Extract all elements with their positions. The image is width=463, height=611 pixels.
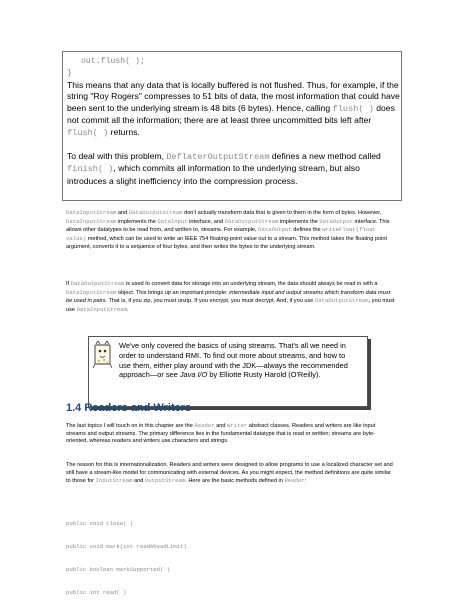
- code-line: public int read( ): [66, 588, 127, 596]
- tip-animal-icon: [92, 341, 114, 369]
- tip-text: We've only covered the basics of using streams. That's all we need in order to understand RMI. To find out more about streams, and how to use them, either play around with the JDK—always the recommended approach—or see Java I/O by Elliotte Rusty Harold (O'Reilly).: [119, 341, 348, 380]
- datastream-paragraph: DataInputStream and DataOutputStream don't actually transform data that is given to them in the form of bytes. However, DataInputStream implements the DataInput interface, and DataOutputStream implements the DataOutput interface. This allows other datatypes to be read from, and written to, streams. For example, DataOutput defines the writeFloat(float value) method, which can be used to write an IEEE 754 floating-point value out to a stream. This method takes the floating point argument, converts it to a sequence of four bytes, and then writes the bytes to the underlying stream.: [66, 209, 390, 250]
- inline-code: flush( ): [332, 103, 374, 114]
- flush-paragraph: This means that any data that is locally buffered is not flushed. Thus, for example, if the string "Roy Rogers" compresses to 51 bits of data, the most information that could have been sent to the underlying stream is 48 bits (6 bytes). Hence, calling flush( ) does not commit all the information; there are at least three uncommitted bits left after flush( ) returns.: [67, 80, 400, 138]
- code-line: public void close( ): [66, 520, 134, 528]
- compression-note-box: [62, 51, 402, 201]
- inline-code: DeflaterOutputStream: [166, 152, 270, 162]
- readers-writers-paragraph: The last topics I will touch on in this chapter are the Reader and Writer abstract classes. Readers and writers are like input streams and output streams. The primary difference lies in the fundamental datatype that is read or written; streams are byte-oriented, whereas readers and writers use characters and strings.: [66, 422, 376, 445]
- section-heading: 1.4 Readers and Writers: [66, 402, 192, 414]
- code-line: out.flush( );: [81, 57, 145, 66]
- code-line: public void mark(int readAheadLimit): [66, 542, 187, 550]
- code-line: }: [67, 69, 72, 78]
- internationalization-paragraph: The reason for this is internationalization. Readers and writers were designed to allow programs to use a localized character set and still have a stream-like model for communicating with external devices. As you might expect, the method definitions are quite similar to those for InputStream and OutputStream. Here are the basic methods defined in Reader:: [66, 462, 393, 485]
- reader-methods-code: [66, 505, 187, 611]
- finish-paragraph: To deal with this problem, DeflaterOutputStream defines a new method called finish( ), which commits all information to the underlying stream, but also introduces a slight inefficiency into the compression process.: [67, 151, 381, 186]
- code-line: public boolean markSupported( ): [66, 565, 171, 573]
- inline-code: flush( ): [67, 127, 109, 138]
- tip-callout: [88, 336, 368, 407]
- book-title: Java I/O: [179, 370, 208, 380]
- principle-emphasis: intermediate input and output streams which transform data must be used in pairs.: [66, 289, 391, 305]
- inline-code: finish( ): [67, 164, 114, 175]
- pairs-paragraph: If DataOutputStream is used to convert data for storage into an underlying stream, the data should always be read in with a DataInputStream object. This brings up an important principle: intermediate input and output streams which transform data must be used in pairs. That is, if you zip, you must unzip. If you encrypt, you must decrypt. And, if you use DataOutputStream, you must use DataInputStream.: [66, 280, 395, 314]
